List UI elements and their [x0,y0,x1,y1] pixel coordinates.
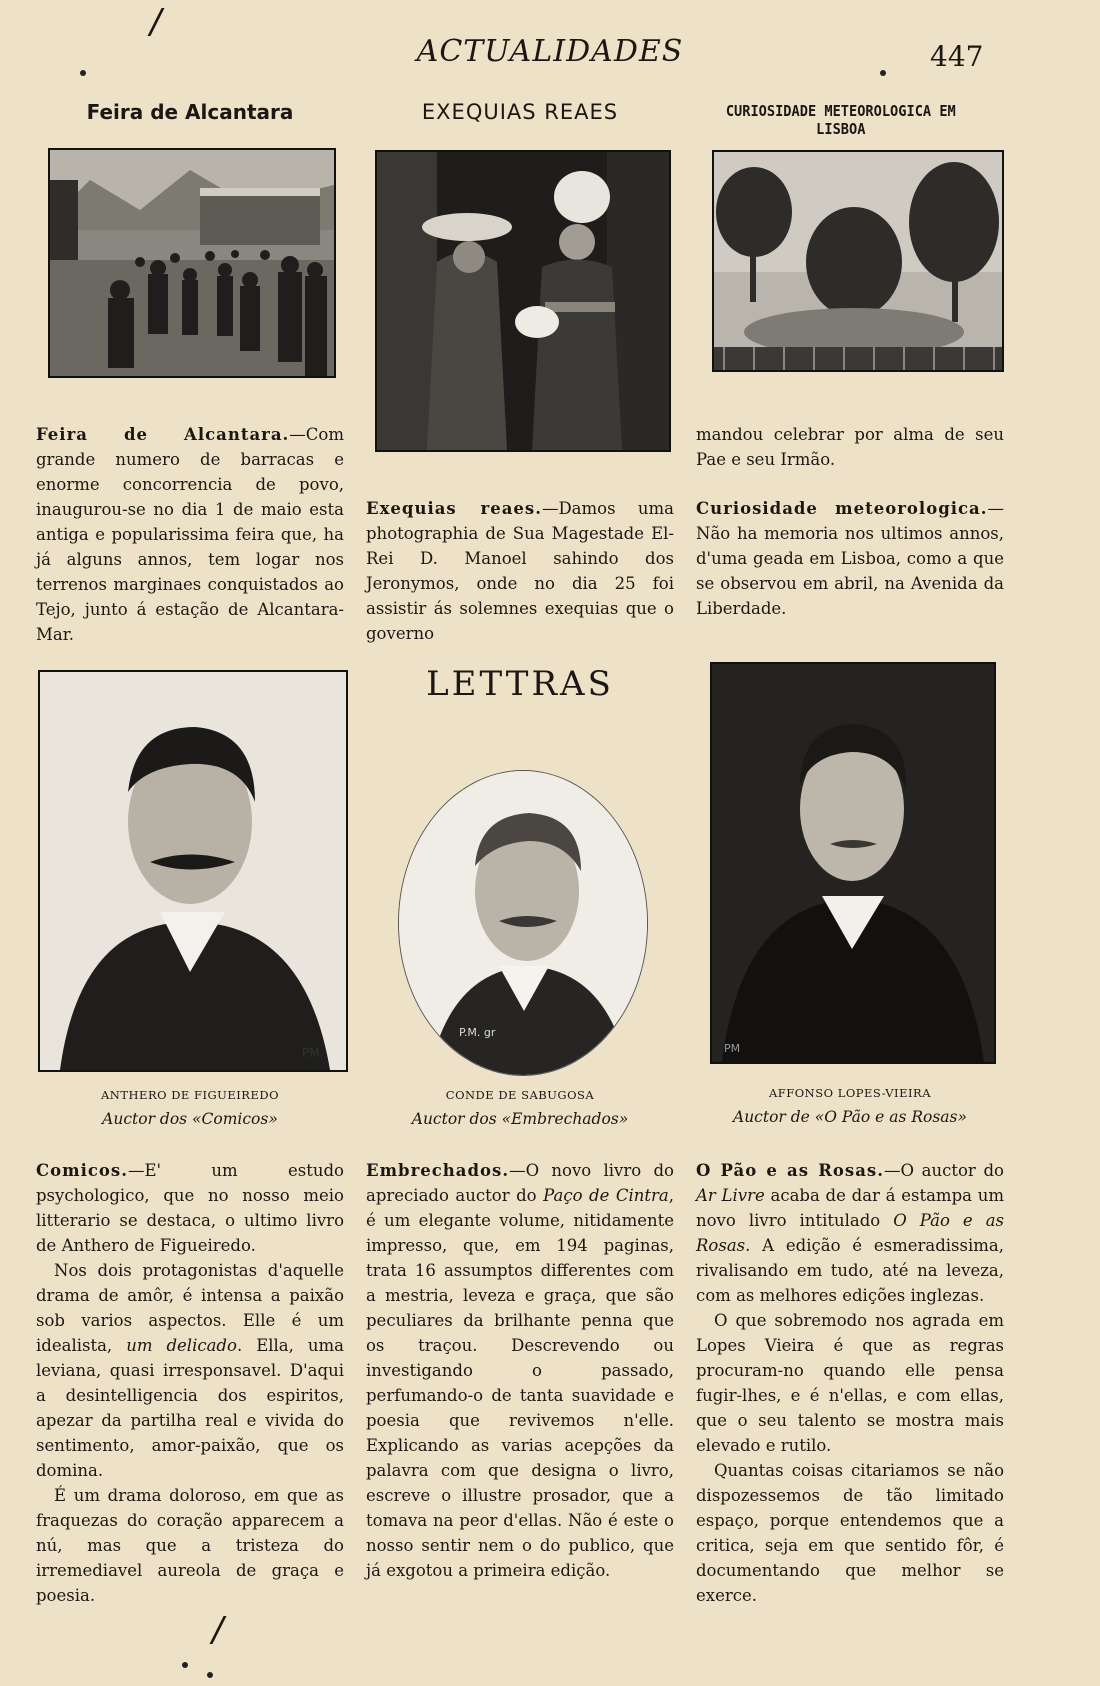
exequias-text: —Damos uma photographia de Sua Magestade El-Rei D. Manoel sahindo dos Jeronymos, onde no dia 25 foi assistir ás solemnes exequias que o governo [366,499,674,643]
feira-section-title: Feira de Alcantara [86,100,294,124]
exequias-photo [375,150,671,452]
pao-rosas-p1b: Ar Livre [696,1186,765,1205]
embrechados-p1b: Paço de Cintra [543,1186,669,1205]
ink-dot [80,70,86,76]
feira-article [36,422,344,647]
anthero-subtitle: Auctor dos «Comicos» [102,1110,278,1128]
comicos-review [36,1158,344,1608]
exequias-cont-text: mandou celebrar por alma de seu Pae e seu Irmão. [696,425,1004,469]
anthero-mark: PM [302,1046,320,1060]
ink-dot [207,1672,213,1678]
sabugosa-mark: P.M. gr [459,1026,496,1039]
curiosidade-photo [712,150,1004,372]
ink-dot [182,1662,188,1668]
pao-rosas-p1c: acaba de dar á estampa um novo livro intitulado [696,1186,1004,1230]
affonso-portrait [710,662,996,1064]
embrechados-lead: Embrechados. [366,1161,510,1180]
sabugosa-name: CONDE DE SABUGOSA [445,1088,595,1102]
comicos-p1: —E' um estudo psychologico, que no nosso meio litterario se destaca, o ultimo livro de Anthero de Figueiredo. [36,1161,344,1255]
feira-lead: Feira de Alcantara. [36,425,290,444]
comicos-p2a: Nos dois protagonistas d'aquelle drama de amôr, é intensa a paixão sob varios aspectos. Elle é um idealista, [36,1261,344,1355]
ink-mark-top: / [150,2,162,42]
curiosidade-text: —Não ha memoria nos ultimos annos, d'uma geada em Lisboa, como a que se observou em abril, na Avenida da Liberdade. [696,499,1004,618]
sabugosa-subtitle: Auctor dos «Embrechados» [411,1110,629,1128]
curiosidade-section-title: CURIOSIDADE METEOROLOGICA EM LISBOA [725,102,956,138]
feira-text: —Com grande numero de barracas e enorme concorrencia de povo, inaugurou-se no dia 1 de maio esta antiga e popularissima feira que, ha já alguns annos, tem logar nos terrenos marginaes conquistados ao Tejo, junto á estação de Alcantara-Mar. [36,425,344,644]
affonso-mark: PM [724,1042,741,1055]
embrechados-review [366,1158,674,1583]
curiosidade-lead: Curiosidade meteorologica. [696,499,988,518]
pao-rosas-p3: Quantas coisas citariamos se não dispozessemos de tão limitado espaço, porque entendemos que a critica, seja em que sentido fôr, é documentando que melhor se exerce. [696,1461,1004,1605]
ink-dot [880,70,886,76]
comicos-lead: Comicos. [36,1161,128,1180]
comicos-p2b: um delicado [126,1336,237,1355]
pao-rosas-p1a: —O auctor do [883,1161,1004,1180]
lettras-section-title: LETTRAS [426,664,614,704]
pao-rosas-review [696,1158,1004,1608]
embrechados-p1c: , é um elegante volume, nitidamente impresso, que, em 194 paginas, trata 16 assumptos differentes com a mestria, leveza e graça, que são peculiares da brilhante penna que os traçou. Descrevendo ou investigando o passado, perfumando-o de tanta suavidade e poesia que revivemos n'elle. Explicando as varias acepções da palavra com que designa o livro, escreve o illustre prosador, que a tomava na peor d'ellas. Não é este o nosso sentir nem o do publico, que já exgotou a primeira edição. [366,1186,674,1580]
comicos-p2c: . Ella, uma leviana, quasi irresponsavel. D'aqui a desintelligencia dos espiritos, apezar da partilha real e vivida do sentimento, amor-paixão, que os domina. [36,1336,344,1480]
comicos-p3: É um drama doloroso, em que as fraquezas do coração apparecem a nú, mas que a tristeza do irremediavel aureola de graça e poesia. [36,1486,344,1605]
embrechados-p1a: —O novo livro do apreciado auctor do [366,1161,674,1205]
exequias-article [366,496,674,646]
exequias-section-title: EXEQUIAS REAES [421,100,619,124]
curiosidade-article [696,496,1004,621]
affonso-subtitle: Auctor de «O Pão e as Rosas» [733,1108,967,1126]
sabugosa-portrait [398,770,648,1076]
running-header: ACTUALIDADES [416,34,684,69]
ink-mark-bottom: / [212,1610,224,1650]
anthero-portrait [38,670,348,1072]
pao-rosas-lead: O Pão e as Rosas. [696,1161,884,1180]
anthero-name: ANTHERO DE FIGUEIREDO [100,1088,279,1102]
affonso-name: AFFONSO LOPES-VIEIRA [768,1086,931,1100]
page-number: 447 [930,40,984,73]
exequias-lead: Exequias reaes. [366,499,542,518]
pao-rosas-p2: O que sobremodo nos agrada em Lopes Vieira é que as regras procuram-no quando elle pensa fugir-lhes, e é n'ellas, e com ellas, que o seu talento se mostra mais elevado e rutilo. [696,1311,1004,1455]
exequias-continuation [696,422,1004,472]
feira-photo [48,148,336,378]
pao-rosas-p1d: O Pão e as Rosas [696,1211,1004,1255]
pao-rosas-p1e: . A edição é esmeradissima, rivalisando em tudo, até na leveza, com as melhores edições inglezas. [696,1236,1004,1305]
